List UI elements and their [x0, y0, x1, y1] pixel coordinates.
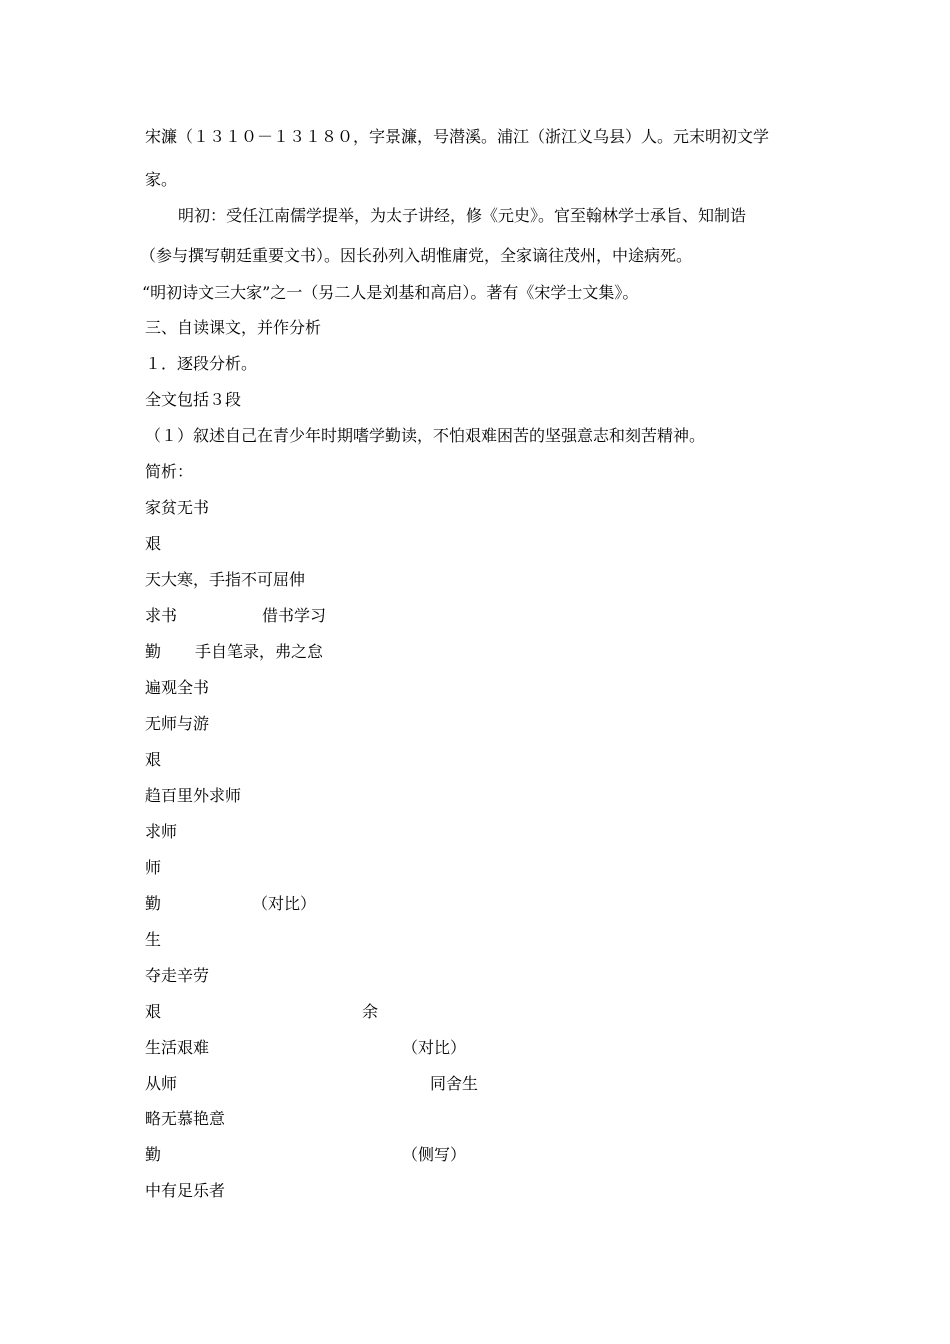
bio-line-1: 宋濂（１３１０－１３１８０，字景濂，号潜溪。浦江（浙江义乌县）人。元末明初文学 — [145, 127, 770, 146]
outline-item: 勤 — [145, 642, 162, 661]
bio-line-3: 明初：受任江南儒学提举，为太子讲经，修《元史》。官至翰林学士承旨、知制诰 — [178, 206, 747, 225]
bio-line-4: （参与撰写朝廷重要文书）。因长孙列入胡惟庸党，全家谪往茂州，中途病死。 — [140, 246, 693, 265]
outline-item: 遍观全书 — [145, 678, 210, 697]
outline-item-annotation: （对比） — [252, 894, 317, 913]
outline-item: 生活艰难 — [145, 1038, 210, 1057]
section-overview: 全文包括３段 — [145, 390, 242, 409]
outline-item-annotation: 余 — [362, 1002, 379, 1021]
outline-item-annotation: （侧写） — [402, 1145, 467, 1164]
bio-line-5: “明初诗文三大家”之一（另二人是刘基和高启）。著有《宋学士文集》。 — [142, 283, 639, 302]
outline-item: 艰 — [145, 534, 162, 553]
outline-item: 家贫无书 — [145, 498, 210, 517]
outline-item: 中有足乐者 — [145, 1181, 226, 1200]
analysis-label: 简析： — [145, 462, 194, 481]
outline-item: 求师 — [145, 822, 178, 841]
outline-item: 无师与游 — [145, 714, 210, 733]
outline-item: 夺走辛劳 — [145, 966, 210, 985]
outline-item: 略无慕艳意 — [145, 1109, 226, 1128]
outline-item: 趋百里外求师 — [145, 786, 242, 805]
outline-item-annotation: 手自笔录，弗之怠 — [195, 642, 324, 661]
outline-item-annotation: 借书学习 — [262, 606, 327, 625]
outline-item: 师 — [145, 858, 162, 877]
outline-item: 天大寒，手指不可屈伸 — [145, 570, 306, 589]
outline-item: 勤 — [145, 1145, 162, 1164]
outline-item: 求书 — [145, 606, 178, 625]
outline-item-annotation: （对比） — [402, 1038, 467, 1057]
paragraph-1-summary: （１）叙述自己在青少年时期嗜学勤读，不怕艰难困苦的坚强意志和刻苦精神。 — [145, 426, 706, 445]
outline-item-annotation: 同舍生 — [430, 1074, 479, 1093]
outline-item: 从师 — [145, 1074, 178, 1093]
section-heading: 三、自读课文，并作分析 — [145, 318, 322, 337]
outline-item: 勤 — [145, 894, 162, 913]
section-subheading: １．逐段分析。 — [145, 354, 258, 373]
outline-item: 艰 — [145, 750, 162, 769]
outline-item: 艰 — [145, 1002, 162, 1021]
outline-item: 生 — [145, 930, 162, 949]
bio-line-2: 家。 — [145, 170, 178, 189]
